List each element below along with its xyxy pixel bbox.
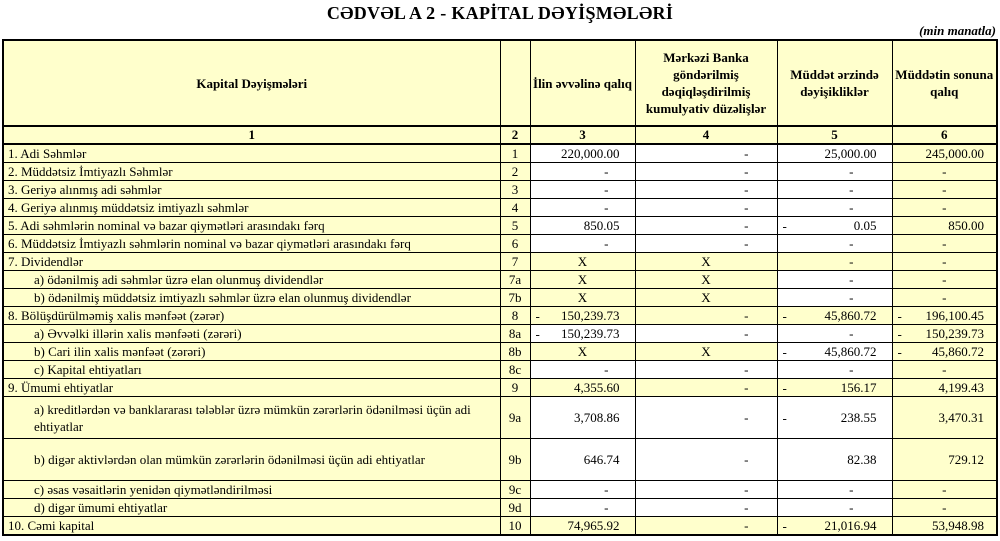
value-cell: [892, 325, 997, 343]
value-cell: -: [892, 289, 997, 307]
table-header-row: [3, 40, 997, 126]
table-row: [3, 289, 997, 307]
value-cell: -: [777, 271, 892, 289]
value-cell: -: [530, 235, 635, 253]
value-cell: X: [530, 271, 635, 289]
row-number-cell: 9b: [500, 439, 530, 481]
row-number-cell: 7b: [500, 289, 530, 307]
row-number-cell: 10: [500, 517, 530, 536]
value-cell: -: [777, 235, 892, 253]
table-row: [3, 481, 997, 499]
value-cell: -: [892, 199, 997, 217]
table-row: [3, 343, 997, 361]
value-cell: -: [635, 217, 777, 235]
minus-sign: -: [782, 380, 787, 395]
cell-value: 238.55: [840, 410, 877, 425]
value-cell: -: [530, 361, 635, 379]
column-index: 5: [777, 126, 892, 144]
value-cell: -: [530, 481, 635, 499]
table-row: [3, 379, 997, 397]
value-cell: [777, 343, 892, 361]
value-cell: 850.00: [892, 217, 997, 235]
value-cell: X: [530, 253, 635, 271]
value-cell: 82.38: [777, 439, 892, 481]
minus-sign: -: [897, 308, 902, 323]
row-label: b) digər aktivlərdən olan mümkün zərərlərin ödənilməsi üçün adi ehtiyatlar: [3, 439, 500, 481]
header-period-changes: Müddət ərzində dəyişikliklər: [777, 40, 892, 126]
value-cell: -: [635, 163, 777, 181]
row-label: a) ödənilmiş adi səhmlər üzrə elan olunmuş dividendlər: [3, 271, 500, 289]
value-cell: [892, 307, 997, 325]
value-cell: -: [892, 271, 997, 289]
row-label: 5. Adi səhmlərin nominal və bazar qiymətləri arasındakı fərq: [3, 217, 500, 235]
row-label: a) Əvvəlki illərin xalis mənfəəti (zərəri): [3, 325, 500, 343]
row-number-cell: 8b: [500, 343, 530, 361]
cell-value: 45,860.72: [824, 308, 877, 323]
row-number-cell: 8c: [500, 361, 530, 379]
value-cell: -: [892, 253, 997, 271]
value-cell: -: [777, 481, 892, 499]
value-cell: -: [777, 253, 892, 271]
value-cell: [777, 217, 892, 235]
value-cell: 4,199.43: [892, 379, 997, 397]
cell-value: 150,239.73: [561, 308, 620, 323]
minus-sign: -: [897, 344, 902, 359]
table-body: [3, 144, 997, 535]
value-cell: 850.05: [530, 217, 635, 235]
value-cell: [530, 325, 635, 343]
row-number-cell: 7a: [500, 271, 530, 289]
value-cell: -: [635, 361, 777, 379]
row-number-cell: 1: [500, 144, 530, 163]
value-cell: -: [777, 199, 892, 217]
row-label: 4. Geriyə alınmış müddətsiz imtiyazlı səhmlər: [3, 199, 500, 217]
value-cell: -: [635, 307, 777, 325]
value-cell: -: [777, 181, 892, 199]
row-label: 10. Cəmi kapital: [3, 517, 500, 536]
value-cell: 4,355.60: [530, 379, 635, 397]
header-beginning-balance: İlin əvvəlinə qalıq: [530, 40, 635, 126]
row-label: 3. Geriyə alınmış adi səhmlər: [3, 181, 500, 199]
value-cell: 53,948.98: [892, 517, 997, 536]
value-cell: -: [635, 439, 777, 481]
row-number-cell: 4: [500, 199, 530, 217]
row-number-cell: 7: [500, 253, 530, 271]
table-row: [3, 163, 997, 181]
table-row: [3, 361, 997, 379]
table-row: [3, 235, 997, 253]
column-index: 4: [635, 126, 777, 144]
value-cell: -: [635, 199, 777, 217]
row-number-cell: 3: [500, 181, 530, 199]
minus-sign: -: [782, 344, 787, 359]
capital-changes-table: [2, 39, 998, 536]
value-cell: -: [530, 181, 635, 199]
table-row: [3, 217, 997, 235]
value-cell: [777, 379, 892, 397]
row-number-cell: 9d: [500, 499, 530, 517]
value-cell: -: [892, 499, 997, 517]
value-cell: -: [777, 361, 892, 379]
value-cell: -: [635, 144, 777, 163]
value-cell: -: [777, 325, 892, 343]
minus-sign: -: [897, 326, 902, 341]
row-number-cell: 8a: [500, 325, 530, 343]
value-cell: -: [635, 181, 777, 199]
row-number-cell: 9c: [500, 481, 530, 499]
value-cell: -: [777, 499, 892, 517]
header-cumulative-adjustments: Mərkəzi Banka göndərilmiş dəqiqləşdirilmiş kumulyativ düzəlişlər: [635, 40, 777, 126]
row-number-cell: 9a: [500, 397, 530, 439]
value-cell: X: [530, 343, 635, 361]
row-label: 9. Ümumi ehtiyatlar: [3, 379, 500, 397]
minus-sign: -: [782, 218, 787, 233]
minus-sign: -: [782, 308, 787, 323]
cell-value: 0.05: [853, 218, 877, 233]
value-cell: [777, 307, 892, 325]
row-label: c) Kapital ehtiyatları: [3, 361, 500, 379]
minus-sign: -: [782, 410, 787, 425]
value-cell: 245,000.00: [892, 144, 997, 163]
value-cell: -: [635, 379, 777, 397]
row-label: 2. Müddətsiz İmtiyazlı Səhmlər: [3, 163, 500, 181]
value-cell: X: [530, 289, 635, 307]
row-label: 1. Adi Səhmlər: [3, 144, 500, 163]
value-cell: -: [892, 181, 997, 199]
row-number-cell: 2: [500, 163, 530, 181]
value-cell: -: [635, 481, 777, 499]
value-cell: -: [635, 235, 777, 253]
table-row: [3, 271, 997, 289]
row-label: 6. Müddətsiz İmtiyazlı səhmlərin nominal və bazar qiymətləri arasındakı fərq: [3, 235, 500, 253]
column-index: 3: [530, 126, 635, 144]
table-row: [3, 397, 997, 439]
table-row: [3, 499, 997, 517]
value-cell: X: [635, 343, 777, 361]
column-index: 2: [500, 126, 530, 144]
row-label: 7. Dividendlər: [3, 253, 500, 271]
row-number-cell: 9: [500, 379, 530, 397]
row-label: a) kreditlərdən və banklararası tələblər üzrə mümkün zərərlərin ödənilməsi üçün adi ehtiyatlar: [3, 397, 500, 439]
header-row-number: [500, 40, 530, 126]
value-cell: -: [530, 199, 635, 217]
value-cell: [777, 517, 892, 536]
value-cell: 646.74: [530, 439, 635, 481]
minus-sign: -: [535, 326, 540, 341]
value-cell: -: [892, 361, 997, 379]
cell-value: 45,860.72: [824, 344, 877, 359]
value-cell: 729.12: [892, 439, 997, 481]
value-cell: -: [777, 163, 892, 181]
value-cell: 74,965.92: [530, 517, 635, 536]
cell-value: 45,860.72: [932, 344, 984, 359]
table-row: [3, 307, 997, 325]
row-label: d) digər ümumi ehtiyatlar: [3, 499, 500, 517]
table-row: [3, 181, 997, 199]
value-cell: -: [635, 517, 777, 536]
row-number-cell: 5: [500, 217, 530, 235]
value-cell: -: [892, 235, 997, 253]
row-label: b) Cari ilin xalis mənfəət (zərəri): [3, 343, 500, 361]
row-number-cell: 6: [500, 235, 530, 253]
value-cell: -: [635, 499, 777, 517]
value-cell: [777, 397, 892, 439]
value-cell: -: [635, 397, 777, 439]
value-cell: X: [635, 289, 777, 307]
header-ending-balance: Müddətin sonuna qalıq: [892, 40, 997, 126]
table-row: [3, 144, 997, 163]
value-cell: -: [530, 499, 635, 517]
table-row: [3, 517, 997, 536]
value-cell: -: [530, 163, 635, 181]
value-cell: -: [777, 289, 892, 307]
row-label: c) əsas vəsaitlərin yenidən qiymətləndirilməsi: [3, 481, 500, 499]
table-row: [3, 199, 997, 217]
minus-sign: -: [782, 518, 787, 533]
minus-sign: -: [535, 308, 540, 323]
units-note: (min manatla): [919, 23, 996, 38]
value-cell: 220,000.00: [530, 144, 635, 163]
value-cell: -: [892, 163, 997, 181]
cell-value: 150,239.73: [925, 326, 984, 341]
table-row: [3, 439, 997, 481]
value-cell: 3,470.31: [892, 397, 997, 439]
cell-value: 21,016.94: [824, 518, 877, 533]
table-row: [3, 253, 997, 271]
cell-value: 196,100.45: [925, 308, 984, 323]
value-cell: X: [635, 271, 777, 289]
value-cell: [892, 343, 997, 361]
value-cell: -: [635, 325, 777, 343]
cell-value: 156.17: [840, 380, 877, 395]
cell-value: 150,239.73: [561, 326, 620, 341]
header-capital-changes: Kapital Dəyişmələri: [3, 40, 500, 126]
page-title: CƏDVƏL A 2 - KAPİTAL DƏYİŞMƏLƏRİ: [326, 3, 674, 23]
value-cell: [530, 307, 635, 325]
value-cell: X: [635, 253, 777, 271]
column-index: 1: [3, 126, 500, 144]
row-label: b) ödənilmiş müddətsiz imtiyazlı səhmlər üzrə elan olunmuş dividendlər: [3, 289, 500, 307]
value-cell: -: [892, 481, 997, 499]
value-cell: 25,000.00: [777, 144, 892, 163]
row-number-cell: 8: [500, 307, 530, 325]
row-label: 8. Bölüşdürülməmiş xalis mənfəət (zərər): [3, 307, 500, 325]
column-index-row: [3, 126, 997, 144]
column-index: 6: [892, 126, 997, 144]
table-row: [3, 325, 997, 343]
value-cell: 3,708.86: [530, 397, 635, 439]
